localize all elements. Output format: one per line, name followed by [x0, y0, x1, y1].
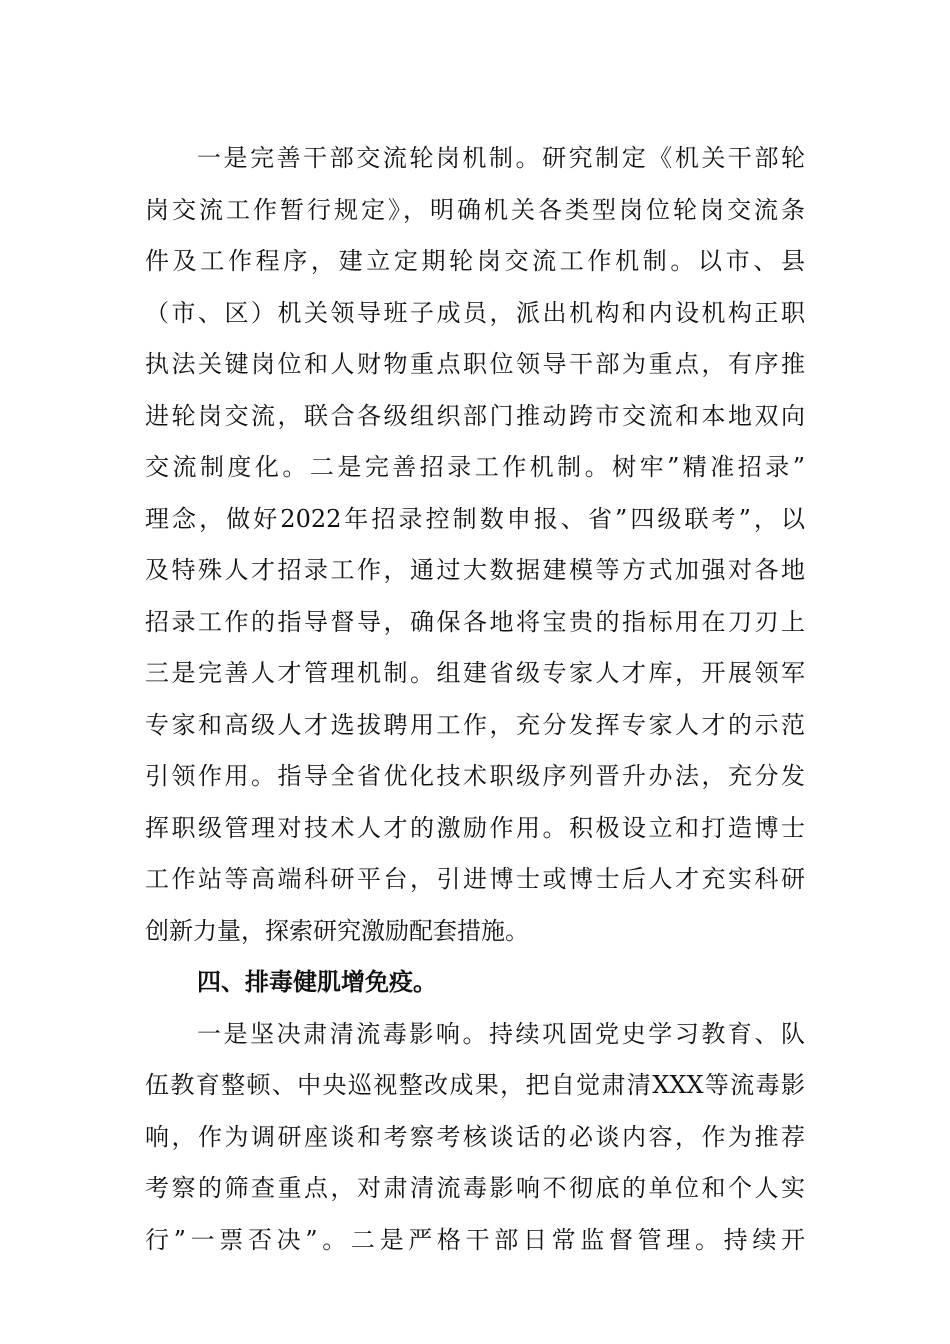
paragraph-line: 三是完善人才管理机制。组建省级专家人才库，开展领军 — [145, 659, 805, 687]
paragraph-line: 伍教育整顿、中央巡视整改成果，把自觉肃清XXX等流毒影 — [145, 1071, 805, 1099]
paragraph-line: （市、区）机关领导班子成员，派出机构和内设机构正职 — [145, 298, 805, 327]
paragraph-line: 件及工作程序，建立定期轮岗交流工作机制。以市、县 — [145, 247, 805, 275]
paragraph-line: 一是坚决肃清流毒影响。持续巩固党史学习教育、队 — [197, 1019, 805, 1048]
paragraph-line: 招录工作的指导督导，确保各地将宝贵的指标用在刀刃上 — [145, 607, 805, 636]
section-heading: 四、排毒健肌增免疫。 — [197, 968, 437, 996]
paragraph-line: 理念，做好2022年招录控制数申报、省”四级联考”，以 — [145, 504, 805, 533]
paragraph-line: 工作站等高端科研平台，引进博士或博士后人才充实科研 — [145, 865, 805, 893]
paragraph-line: 进轮岗交流，联合各级组织部门推动跨市交流和本地双向 — [145, 401, 805, 430]
paragraph-line: 引领作用。指导全省优化技术职级序列晋升办法，充分发 — [145, 762, 805, 790]
paragraph-line: 交流制度化。二是完善招录工作机制。树牢”精准招录” — [145, 453, 805, 481]
paragraph-line: 响，作为调研座谈和考察考核谈话的必谈内容，作为推荐 — [145, 1122, 805, 1151]
document-body — [145, 133, 805, 1266]
paragraph-line: 岗交流工作暂行规定》，明确机关各类型岗位轮岗交流条 — [145, 195, 805, 224]
paragraph-line: 一是完善干部交流轮岗机制。研究制定《机关干部轮 — [197, 144, 805, 172]
paragraph-line: 考察的筛查重点，对肃清流毒影响不彻底的单位和个人实 — [145, 1174, 805, 1202]
paragraph-line: 挥职级管理对技术人才的激励作用。积极设立和打造博士 — [145, 813, 805, 842]
paragraph-line: 创新力量，探索研究激励配套措施。 — [145, 916, 529, 945]
paragraph-line: 专家和高级人才选拔聘用工作，充分发挥专家人才的示范 — [145, 710, 805, 739]
paragraph-line: 及特殊人才招录工作，通过大数据建模等方式加强对各地 — [145, 556, 805, 584]
paragraph-line: 执法关键岗位和人财物重点职位领导干部为重点，有序推 — [145, 350, 805, 378]
paragraph-line: 行”一票否决”。二是严格干部日常监督管理。持续开 — [145, 1225, 805, 1254]
